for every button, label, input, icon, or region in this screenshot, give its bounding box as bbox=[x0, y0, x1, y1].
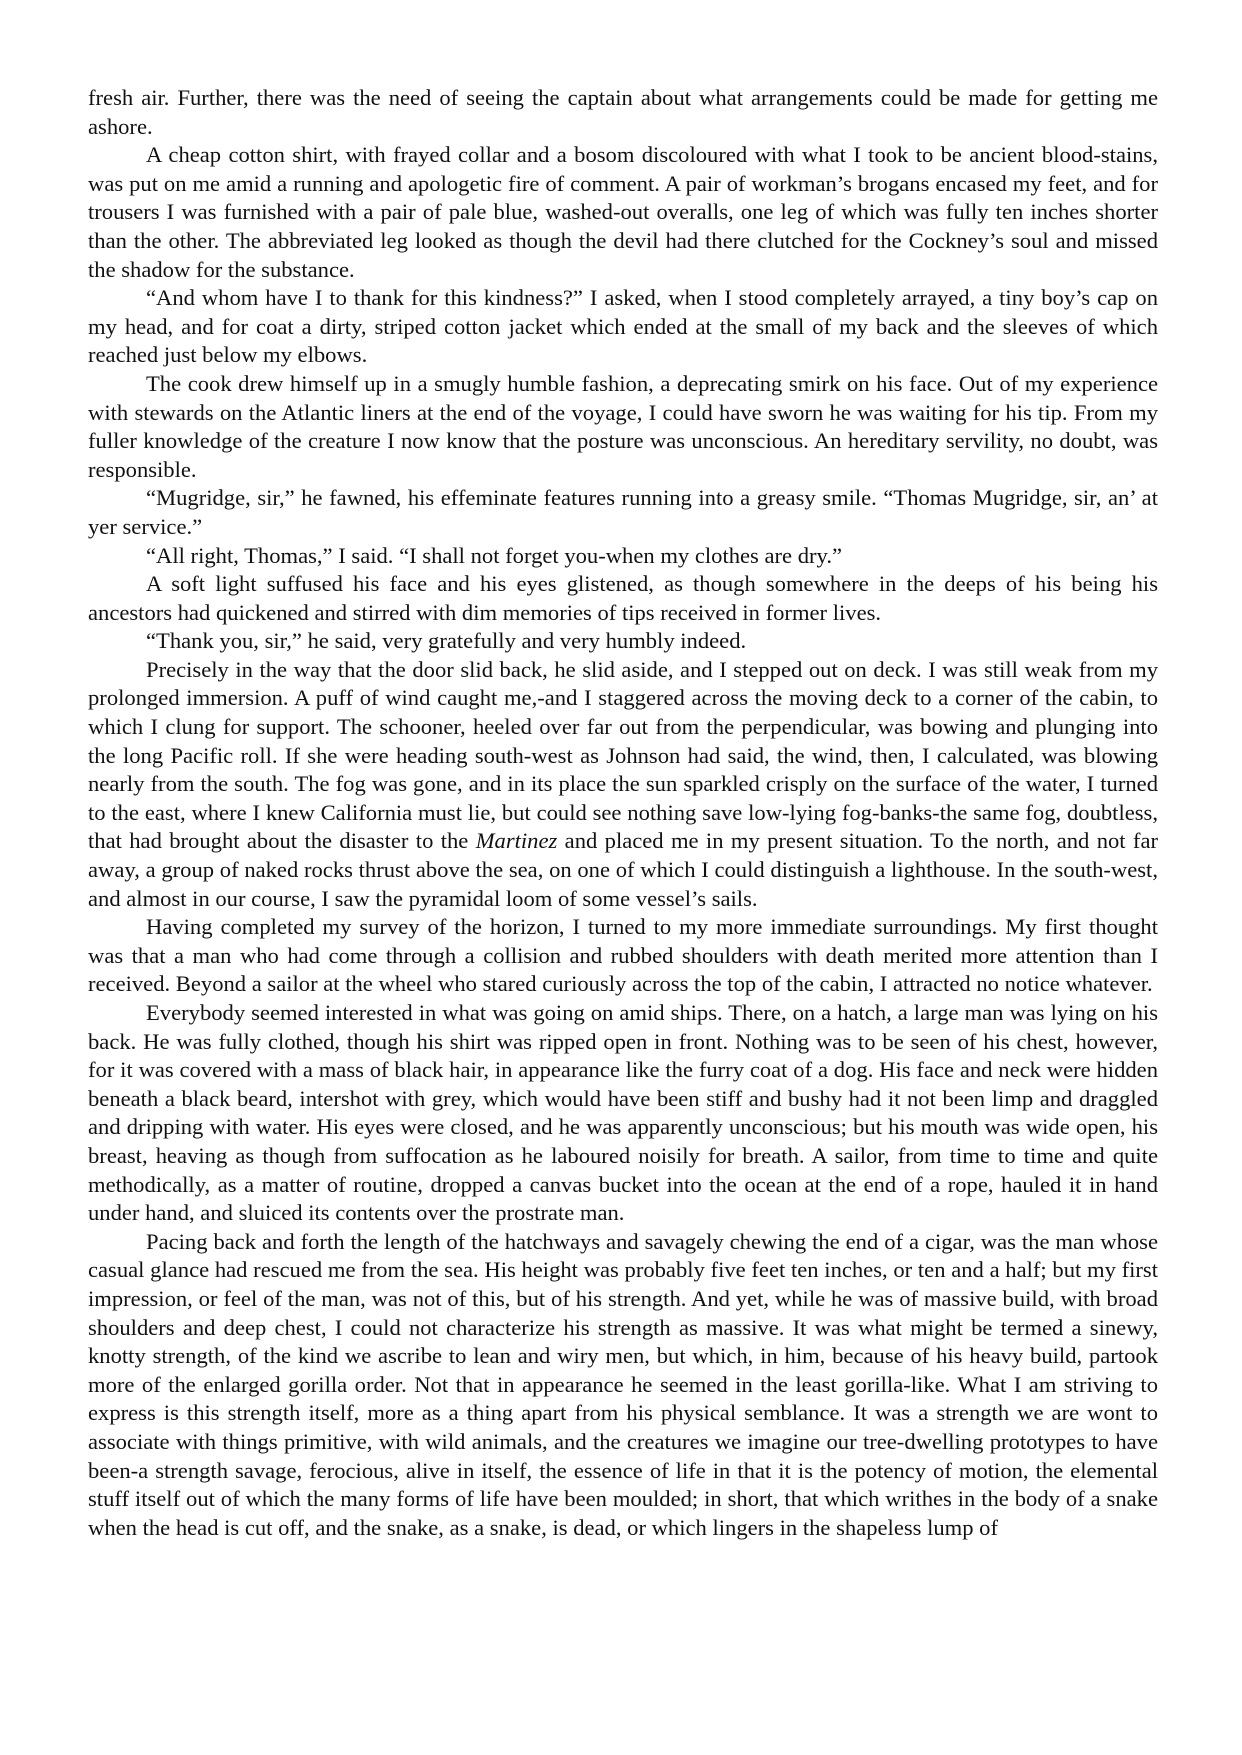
paragraph-7: A soft light suffused his face and his eyes glistened, as though somewhere in the deeps of his being his ancestors had quickened and stirred with dim memories of tips received in former lives. bbox=[88, 571, 1158, 625]
paragraph-4: The cook drew himself up in a smugly humble fashion, a deprecating smirk on his face. Out of my experience with stewards on the Atlantic liners at the end of the voyage, I could have sworn he was waiting for his tip. From my fuller knowledge of the creature I now know that the posture was unconscious. An hereditary servility, no doubt, was responsible. bbox=[88, 370, 1158, 482]
paragraph-9 bbox=[88, 656, 1158, 913]
ship-name-italic: Martinez bbox=[475, 828, 558, 854]
book-page bbox=[88, 84, 1158, 1542]
paragraph-11: Everybody seemed interested in what was going on amid ships. There, on a hatch, a large man was lying on his back. He was fully clothed, though his shirt was ripped open in front. Nothing was to be seen of his chest, however, for it was covered with a mass of black hair, in appearance like the furry coat of a dog. His face and neck were hidden beneath a black beard, intershot with grey, which would have been stiff and bushy had it not been limp and draggled and dripping with water. His eyes were closed, and he was apparently unconscious; but his mouth was wide open, his breast, heaving as though from suffocation as he laboured noisily for breath. A sailor, from time to time and quite methodically, as a matter of routine, dropped a canvas bucket into the ocean at the end of a rope, hauled it in hand under hand, and sluiced its contents over the prostrate man. bbox=[88, 1000, 1158, 1226]
paragraph-2: A cheap cotton shirt, with frayed collar and a bosom discoloured with what I took to be ancient blood-stains, was put on me amid a running and apologetic fire of comment. A pair of workman’s brogans encased my feet, and for trousers I was furnished with a pair of pale blue, washed-out overalls, one leg of which was fully ten inches shorter than the other. The abbreviated leg looked as though the devil had there clutched for the Cockney’s soul and missed the shadow for the substance. bbox=[88, 142, 1158, 282]
paragraph-8: “Thank you, sir,” he said, very gratefully and very humbly indeed. bbox=[146, 628, 747, 654]
paragraph-9-text-after: and placed me in my present situation. To the north, and not far away, a group of naked rocks thrust above the sea, on one of which I could distinguish a lighthouse. In the south-west, and almost in our course, I saw the pyramidal loom of some vessel’s sails. bbox=[88, 828, 1159, 911]
paragraph-12: Pacing back and forth the length of the hatchways and savagely chewing the end of a cigar, was the man whose casual glance had rescued me from the sea. His height was probably five feet ten inches, or ten and a half; but my first impression, or feel of the man, was not of this, but of his strength. And yet, while he was of massive build, with broad shoulders and deep chest, I could not characterize his strength as massive. It was what might be termed a sinewy, knotty strength, of the kind we ascribe to lean and wiry men, but which, in him, because of his heavy build, partook more of the enlarged gorilla order. Not that in appearance he seemed in the least gorilla-like. What I am striving to express is this strength itself, more as a thing apart from his physical semblance. It was a strength we are wont to associate with things primitive, with wild animals, and the creatures we imagine our tree-dwelling prototypes to have been-a strength savage, ferocious, alive in itself, the essence of life in that it is the potency of motion, the elemental stuff itself out of which the many forms of life have been moulded; in short, that which writhes in the body of a snake when the head is cut off, and the snake, as a snake, is dead, or which lingers in the shapeless lump of bbox=[88, 1228, 1158, 1540]
paragraph-9-text-before: Precisely in the way that the door slid back, he slid aside, and I stepped out on deck. I was still weak from my prolonged immersion. A puff of wind caught me,-and I staggered across the moving deck to a corner of the cabin, to which I clung for support. The schooner, heeled over far out from the perpendicular, was bowing and plunging into the long Pacific roll. If she were heading south-west as Johnson had said, the wind, then, I calculated, was blowing nearly from the south. The fog was gone, and in its place the sun sparkled crisply on the surface of the water, I turned to the east, where I knew California must lie, but could see nothing save low-lying fog-banks-the same fog, doubtless, that had brought about the disaster to the bbox=[88, 656, 1158, 854]
paragraph-6: “All right, Thomas,” I said. “I shall not forget you-when my clothes are dry.” bbox=[146, 542, 843, 568]
paragraph-1: fresh air. Further, there was the need of seeing the captain about what arrangements could be made for getting me ashore. bbox=[88, 85, 1158, 139]
paragraph-10: Having completed my survey of the horizon, I turned to my more immediate surroundings. My first thought was that a man who had come through a collision and rubbed shoulders with death merited more attention than I received. Beyond a sailor at the wheel who stared curiously across the top of the cabin, I attracted no notice whatever. bbox=[88, 914, 1158, 997]
paragraph-3: “And whom have I to thank for this kindness?” I asked, when I stood completely arrayed, a tiny boy’s cap on my head, and for coat a dirty, striped cotton jacket which ended at the small of my back and the sleeves of which reached just below my elbows. bbox=[88, 285, 1158, 368]
paragraph-5: “Mugridge, sir,” he fawned, his effeminate features running into a greasy smile. “Thomas Mugridge, sir, an’ at yer service.” bbox=[88, 485, 1158, 539]
